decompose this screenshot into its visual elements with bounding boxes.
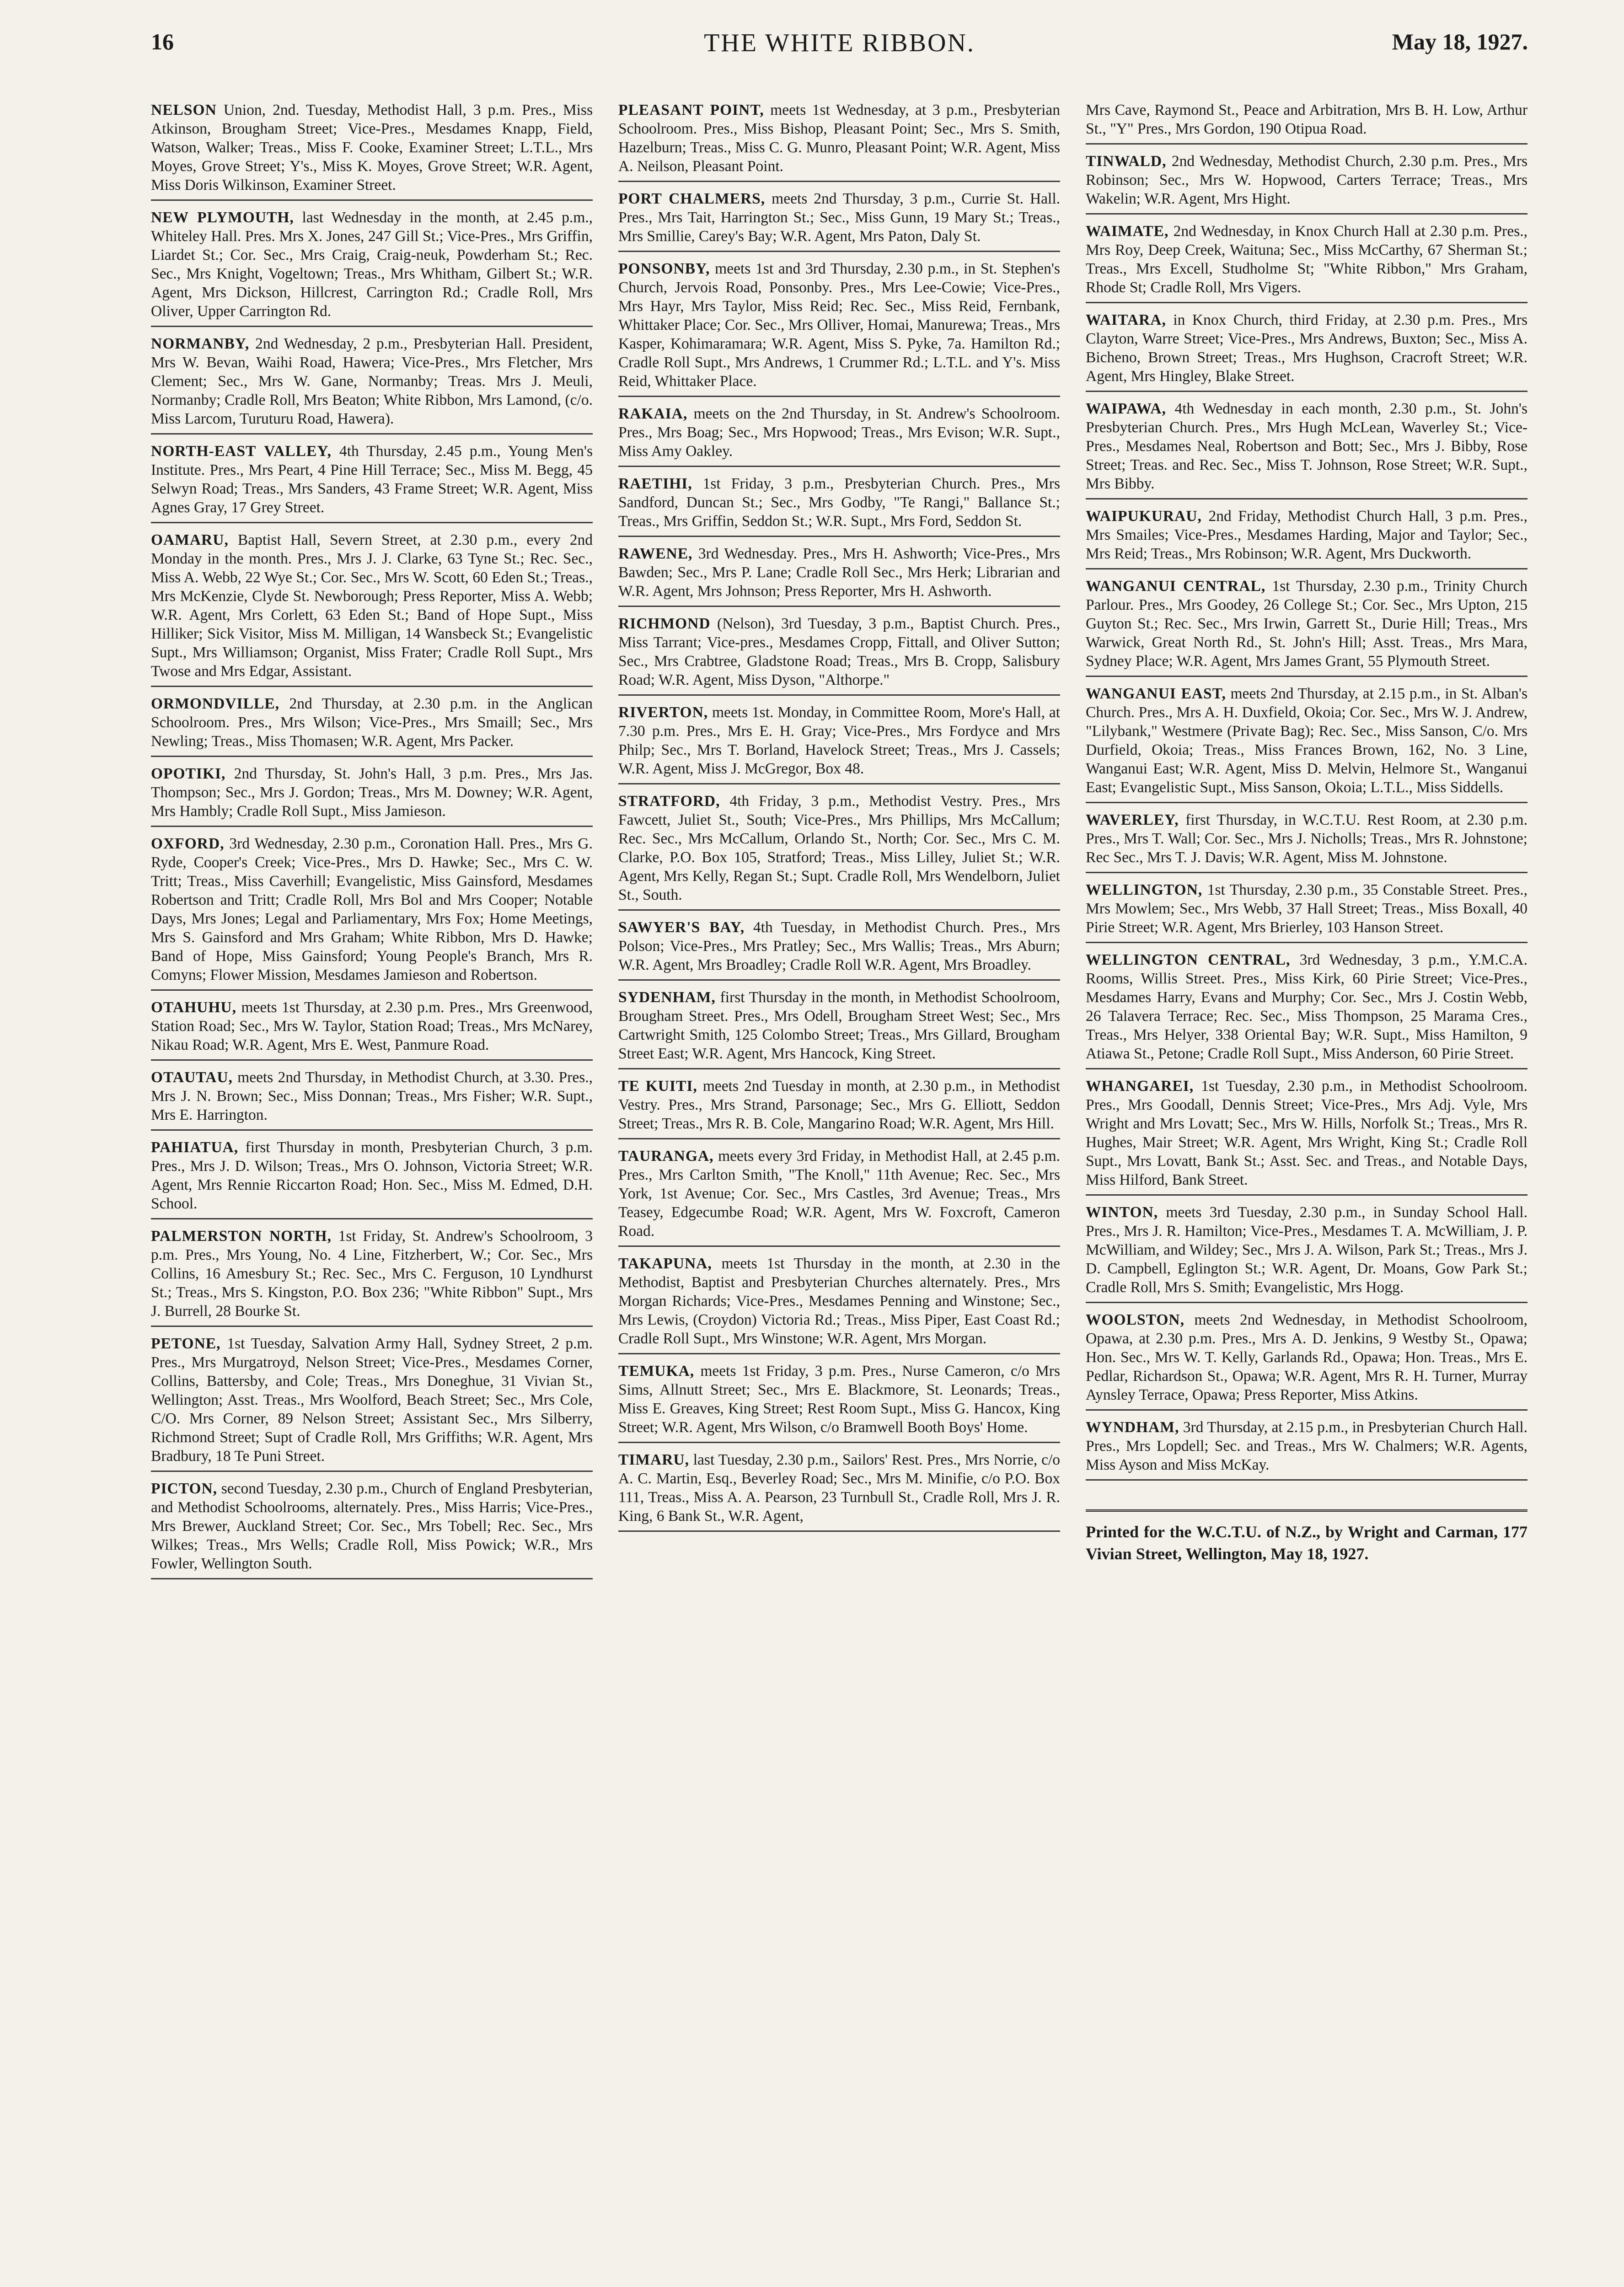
union-entry bbox=[618, 402, 1060, 467]
union-name: RAETIHI, bbox=[618, 475, 692, 492]
union-name: NORTH-EAST VALLEY, bbox=[151, 443, 332, 460]
publication-title: THE WHITE RIBBON. bbox=[704, 29, 975, 57]
union-entry bbox=[1086, 948, 1528, 1069]
union-name: SAWYER'S BAY, bbox=[618, 919, 745, 936]
union-entry bbox=[151, 1136, 593, 1219]
union-entry bbox=[151, 98, 593, 201]
union-entry bbox=[618, 1448, 1060, 1532]
union-entry bbox=[151, 1477, 593, 1579]
columns bbox=[151, 98, 1528, 2287]
union-name: WOOLSTON, bbox=[1086, 1311, 1185, 1328]
union-entry bbox=[151, 1332, 593, 1472]
union-name: NEW PLYMOUTH, bbox=[151, 209, 294, 226]
union-details: meets 2nd Tuesday in month, at 2.30 p.m., in Methodist Vestry. Pres., Mrs Strand, Parsonage; Sec., Mrs G. Elliott, Seddon Street; Treas., Mrs R. B. Cole, Mangarino Road; W.R. Agent, Mrs Hill. bbox=[618, 1078, 1060, 1132]
union-name: WELLINGTON CENTRAL, bbox=[1086, 951, 1291, 968]
union-entry bbox=[1086, 1074, 1528, 1196]
union-details: in Knox Church, third Friday, at 2.30 p.m. Pres., Mrs Clayton, Warre Street; Vice-Pres., Mrs Andrews, Buxton; Sec., Miss A. Bicheno, Brown Street; Treas., Mrs Hughson, Cracroft Street; W.R. Agent, Mrs Hingley, Blake Street. bbox=[1086, 311, 1528, 385]
union-details: 2nd Friday, Methodist Church Hall, 3 p.m. Pres., Mrs Smailes; Vice-Pres., Mesdames Harding, Major and Taylor; Sec., Mrs Reid; Treas., Mrs Robinson; W.R. Agent, Mrs Duckworth. bbox=[1086, 508, 1528, 562]
page-header bbox=[151, 28, 1528, 83]
union-entry bbox=[618, 1074, 1060, 1139]
column-3-entries bbox=[1086, 98, 1528, 1486]
union-details: first Thursday in month, Presbyterian Church, 3 p.m. Pres., Mrs J. D. Wilson; Treas., Mrs O. Johnson, Victoria Street; W.R. Agent, Mrs Rennie Riccarton Road; Hon. Sec., Miss M. Edmed, D.H. School. bbox=[151, 1139, 593, 1212]
union-entry bbox=[618, 472, 1060, 537]
union-details: 1st Thursday, 2.30 p.m., 35 Constable Street. Pres., Mrs Mowlem; Sec., Mrs Webb, 37 Hall Street; Treas., Miss Boxall, 40 Pirie Street; W.R. Agent, Mrs Brierley, 103 Hanson Street. bbox=[1086, 881, 1528, 936]
union-entry bbox=[618, 986, 1060, 1069]
union-entry bbox=[1086, 150, 1528, 215]
union-entry bbox=[151, 762, 593, 827]
union-name: WHANGAREI, bbox=[1086, 1078, 1194, 1095]
column-3 bbox=[1086, 98, 1528, 2287]
union-entry bbox=[1086, 505, 1528, 569]
union-entry bbox=[1086, 1416, 1528, 1481]
union-name: WAIMATE, bbox=[1086, 223, 1169, 240]
union-entry bbox=[151, 206, 593, 327]
union-details: meets every 3rd Friday, in Methodist Hall, at 2.45 p.m. Pres., Mrs Carlton Smith, "The Knoll," 11th Avenue; Rec. Sec., Mrs York, 1st Avenue; Cor. Sec., Mrs Castles, 3rd Avenue; Treas., Mrs Teasey, Edgecumbe Road; W.R. Agent, Mrs W. Foxcroft, Cameron Road. bbox=[618, 1148, 1061, 1240]
union-name: RICHMOND bbox=[618, 615, 711, 632]
union-entry bbox=[151, 528, 593, 687]
union-name: OAMARU, bbox=[151, 531, 229, 548]
union-details: 2nd Thursday, at 2.30 p.m. in the Anglican Schoolroom. Pres., Mrs Wilson; Vice-Pres., Mrs Smaill; Sec., Mrs Newling; Treas., Miss Thomasen; W.R. Agent, Mrs Packer. bbox=[151, 695, 593, 750]
union-name: WINTON, bbox=[1086, 1204, 1158, 1221]
union-name: WAIPUKURAU, bbox=[1086, 508, 1202, 525]
union-details: 4th Wednesday in each month, 2.30 p.m., St. John's Presbyterian Church. Pres., Mrs Hugh McLean, Waverley St.; Vice-Pres., Mesdames Neal, Robertson and Bott; Sec., Mrs J. Bibby, Rose Street; Treas. and Rec. Sec., Miss T. Johnson, Rose Street; W.R. Supt., Mrs Bibby. bbox=[1086, 400, 1528, 492]
union-details: meets 2nd Thursday, at 2.15 p.m., in St. Alban's Church. Pres., Mrs A. H. Duxfield, Okoia; Cor. Sec., Mrs W. J. Andrew, "Lilybank," Westmere (Private Bag); Rec. Sec., Miss Sanson, C/o. Mrs Durfield, Okoia; Treas., Miss Frances Brown, 162, No. 3 Line, Wanganui East; W.R. Agent, Miss D. Melvin, Helmore St., Wanganui East; Evangelistic Supt., Miss Sanson, Okoia; L.T.L., Miss Siddells. bbox=[1086, 685, 1528, 796]
union-name: OTAHUHU, bbox=[151, 999, 236, 1016]
union-details: 1st Thursday, 2.30 p.m., Trinity Church Parlour. Pres., Mrs Goodey, 26 College St.; Cor. Sec., Mrs Upton, 215 Guyton St.; Rec. Sec., Mrs Irwin, Garrett St., Durie Hill; Treas., Mrs Warwick, Great North Rd., St. John's Hill; Asst. Treas., Mrs Mara, Sydney Place; W.R. Agent, Mrs James Grant, 55 Plymouth Street. bbox=[1086, 578, 1528, 670]
union-details: meets 2nd Wednesday, in Methodist Schoolroom, Opawa, at 2.30 p.m. Pres., Mrs A. D. Jenkins, 9 Westby St., Opawa; Hon. Sec., Mrs W. T. Kelly, Garlands Rd., Opawa; Hon. Treas., Mrs E. Pedlar, Richardson St., Opawa; W.R. Agent, Mrs R. H. Turner, Murray Aynsley Terrace, Opawa; Press Reporter, Miss Atkins. bbox=[1086, 1311, 1528, 1403]
union-name: WAIPAWA, bbox=[1086, 400, 1166, 417]
column-2 bbox=[618, 98, 1060, 2287]
union-name: RAKAIA, bbox=[618, 405, 688, 422]
union-entry bbox=[618, 98, 1060, 182]
union-details: meets 1st Wednesday, at 3 p.m., Presbyterian Schoolroom. Pres., Miss Bishop, Pleasant Point; Sec., Mrs S. Smith, Hazelburn; Treas., Miss C. G. Munro, Pleasant Point; W.R. Agent, Miss A. Neilson, Pleasant Point. bbox=[618, 102, 1060, 175]
union-name: TIMARU, bbox=[618, 1451, 689, 1468]
union-details: 2nd Thursday, St. John's Hall, 3 p.m. Pres., Mrs Jas. Thompson; Sec., Mrs J. Gordon; Treas., Mrs M. Downey; W.R. Agent, Mrs Hambly; Cradle Roll Supt., Miss Jamieson. bbox=[151, 765, 593, 820]
union-name: OTAUTAU, bbox=[151, 1069, 233, 1086]
union-details: 2nd Wednesday, Methodist Church, 2.30 p.m. Pres., Mrs Robinson; Sec., Mrs W. Hopwood, Carters Terrace; Treas., Mrs Wakelin; W.R. Agent, Mrs Hight. bbox=[1086, 153, 1528, 207]
union-details: 2nd Wednesday, 2 p.m., Presbyterian Hall. President, Mrs W. Bevan, Waihi Road, Hawera; Vice-Pres., Mrs Fletcher, Mrs Clement; Sec., Mrs W. Gane, Normanby; Treas. Mrs J. Meuli, Normanby; Cradle Roll, Mrs Beaton; White Ribbon, Mrs Lamond, (c/o. Miss Larcom, Turuturu Road, Hawera). bbox=[151, 335, 593, 427]
union-entry bbox=[1086, 574, 1528, 677]
union-name: ORMONDVILLE, bbox=[151, 695, 279, 712]
union-name: NELSON bbox=[151, 102, 217, 118]
union-entry bbox=[151, 996, 593, 1061]
union-details: 3rd Wednesday, 3 p.m., Y.M.C.A. Rooms, Willis Street. Pres., Miss Kirk, 60 Pirie Street; Vice-Pres., Mesdames Harry, Evans and Murphy; Cor. Sec., Mrs J. Costin Webb, 26 Talavera Terrace; Rec. Sec., Miss Thompson, 25 Marama Cres., Treas., Mrs Helyer, 338 Oriental Bay; W.R. Supt., Miss Hamilton, 9 Atiawa St., Petone; Cradle Roll Supt., Miss Anderson, 60 Pirie Street. bbox=[1086, 951, 1528, 1062]
union-entry bbox=[151, 1066, 593, 1131]
union-details: 3rd Thursday, at 2.15 p.m., in Presbyterian Church Hall. Pres., Mrs Lopdell; Sec. and Treas., Mrs W. Chalmers; W.R. Agents, Miss Ayson and Miss McKay. bbox=[1086, 1419, 1528, 1473]
page-number: 16 bbox=[151, 29, 174, 54]
union-details: second Tuesday, 2.30 p.m., Church of England Presbyterian, and Methodist Schoolrooms, alternately. Pres., Miss Harris; Vice-Pres., Mrs Brewer, Auckland Street; Cor. Sec., Mrs Tobell; Rec. Sec., Mrs Wilkes; Treas., Mrs Wells; Cradle Roll, Miss Powick; W.R., Mrs Fowler, Wellington South. bbox=[151, 1480, 593, 1572]
union-details: first Thursday, in W.C.T.U. Rest Room, at 2.30 p.m. Pres., Mrs T. Wall; Cor. Sec., Mrs J. Nicholls; Treas., Mrs R. Johnstone; Rec Sec., Mrs T. J. Davis; W.R. Agent, Miss M. Johnstone. bbox=[1086, 811, 1528, 866]
union-name: TEMUKA, bbox=[618, 1363, 695, 1380]
union-name: STRATFORD, bbox=[618, 793, 720, 810]
union-entry bbox=[618, 1252, 1060, 1354]
union-details: 1st Friday, St. Andrew's Schoolroom, 3 p.m. Pres., Mrs Young, No. 4 Line, Fitzherbert, W.; Cor. Sec., Mrs Collins, 16 Amesbury St.; Rec. Sec., Mrs C. Ferguson, 10 Lyndhurst St.; Treas., Mrs S. Kingston, P.O. Box 236; "White Ribbon" Supt., Mrs J. Burrell, 28 Bourke St. bbox=[151, 1228, 593, 1320]
union-details: (Nelson), 3rd Tuesday, 3 p.m., Baptist Church. Pres., Miss Tarrant; Vice-pres., Mesdames Cropp, Fittall, and Oliver Sutton; Sec., Mrs Crabtree, Gladstone Road; Treas., Mrs B. Cropp, Salisbury Road; W.R. Agent, Miss Dyson, "Althorpe." bbox=[618, 615, 1060, 688]
column-1 bbox=[151, 98, 593, 2287]
union-details: meets 2nd Thursday, 3 p.m., Currie St. Hall. Pres., Mrs Tait, Harrington St.; Sec., Miss Gunn, 19 Mary St.; Treas., Mrs Smillie, Carey's Bay; W.R. Agent, Mrs Paton, Daly St. bbox=[618, 190, 1061, 245]
union-name: OPOTIKI, bbox=[151, 765, 226, 782]
union-entry bbox=[1086, 682, 1528, 803]
union-name: PAHIATUA, bbox=[151, 1139, 239, 1156]
union-details: 4th Tuesday, in Methodist Church. Pres., Mrs Polson; Vice-Pres., Mrs Pratley; Sec., Mrs Wallis; Treas., Mrs Aburn; W.R. Agent, Mrs Broadley; Cradle Roll W.R. Agent, Mrs Broadley. bbox=[618, 919, 1060, 973]
union-name: WELLINGTON, bbox=[1086, 881, 1203, 898]
union-name: OXFORD, bbox=[151, 835, 225, 852]
union-entry bbox=[1086, 878, 1528, 943]
union-entry bbox=[618, 1144, 1060, 1247]
issue-date: May 18, 1927. bbox=[1392, 29, 1528, 54]
union-entry bbox=[151, 332, 593, 435]
union-name: NORMANBY, bbox=[151, 335, 250, 352]
union-name: RAWENE, bbox=[618, 545, 693, 562]
union-details: 4th Friday, 3 p.m., Methodist Vestry. Pres., Mrs Fawcett, Juliet St., South; Vice-Pres., Mrs Phillips, Mrs McCallum; Rec. Sec., Mrs McCallum, Orlando St., North; Cor. Sec., Mrs C. M. Clarke, P.O. Box 105, Stratford; Treas., Miss Lilley, Juliet St.; W.R. Agent, Mrs Kelly, Regan St.; Supt. Cradle Roll, Mrs Wendelborn, Juliet St., South. bbox=[618, 793, 1060, 903]
union-details: 1st Tuesday, Salvation Army Hall, Sydney Street, 2 p.m. Pres., Mrs Murgatroyd, Nelson Street; Vice-Pres., Mesdames Corner, Collins, Battersby, and Cole; Treas., Mrs Doneghue, 31 Vivian St., Wellington; Asst. Treas., Mrs Woolford, Beach Street; Sec., Mrs Cole, C/O. Mrs Corner, 89 Nelson Street; Assistant Sec., Mrs Silberry, Richmond Street; Supt of Cradle Roll, Mrs Griffiths; W.R. Agent, Mrs Bradbury, 18 Te Puni Street. bbox=[151, 1335, 593, 1465]
union-name: PORT CHALMERS, bbox=[618, 190, 766, 207]
union-entry bbox=[1086, 308, 1528, 392]
union-details: meets 1st Thursday in the month, at 2.30 in the Methodist, Baptist and Presbyterian Churches alternately. Pres., Mrs Morgan Richards; Vice-Pres., Mesdames Penning and Winstone; Sec., Mrs Lewis, (Croydon) Victoria Rd.; Treas., Miss Piper, East Coast Rd.; Cradle Roll Supt., Mrs Winstone; W.R. Agent, Mrs Morgan. bbox=[618, 1255, 1061, 1347]
printer-imprint: Printed for the W.C.T.U. of N.Z., by Wright and Carman, 177 Vivian Street, Wellington, May 18, 1927. bbox=[1086, 1509, 1528, 1565]
union-details: Union, 2nd. Tuesday, Methodist Hall, 3 p.m. Pres., Miss Atkinson, Brougham Street; Vice-Pres., Mesdames Knapp, Field, Watson, Walker; Treas., Miss F. Cooke, Examiner Street; L.T.L., Mrs Moyes, Grove Street; Y's., Miss K. Moyes, Grove Street; W.R. Agent, Miss Doris Wilkinson, Examiner Street. bbox=[151, 102, 593, 193]
union-entry bbox=[1086, 1308, 1528, 1411]
union-details: 1st Friday, 3 p.m., Presbyterian Church. Pres., Mrs Sandford, Duncan St.; Sec., Mrs Godby, "Te Rangi," Ballance St.; Treas., Mrs Griffin, Seddon St.; W.R. Supt., Mrs Ford, Seddon St. bbox=[618, 475, 1060, 530]
union-details: 3rd Wednesday, 2.30 p.m., Coronation Hall. Pres., Mrs G. Ryde, Cooper's Creek; Vice-Pres., Mrs D. Hawke; Sec., Mrs C. W. Tritt; Treas., Miss Caverhill; Evangelistic, Miss Gainsford, Mesdames Robertson and Tritt; Cradle Roll, Mrs Bol and Mrs Cooper; Notable Days, Mrs Jones; Legal and Parliamentary, Mrs Fox; Home Meetings, Mrs S. Gainsford and Mrs Graham; White Ribbon, Mrs D. Hawke; Band of Hope, Miss Gainsford; Young People's Branch, Mrs R. Comyns; Flower Mission, Mesdames Jamieson and Robertson. bbox=[151, 835, 593, 983]
union-entry bbox=[618, 187, 1060, 252]
union-details: 4th Thursday, 2.45 p.m., Young Men's Institute. Pres., Mrs Peart, 4 Pine Hill Terrace; Sec., Miss M. Begg, 45 Selwyn Road; Treas., Mrs Sanders, 43 Frame Street; W.R. Agent, Miss Agnes Gray, 17 Grey Street. bbox=[151, 443, 593, 516]
union-entry bbox=[151, 440, 593, 523]
union-details: 1st Tuesday, 2.30 p.m., in Methodist Schoolroom. Pres., Mrs Goodall, Dennis Street; Vice-Pres., Mrs Adj. Vyle, Mrs Wright and Mrs Lovatt; Sec., Mrs W. Hills, Norfolk St.; Treas., Mrs R. Hughes, Mair Street; W.R. Agent, Mrs Wright, King St.; Cradle Roll Supt., Mrs Lovatt, Bank St.; Asst. Sec. and Treas., and Notable Days, Miss Hilford, Bank Street. bbox=[1086, 1078, 1528, 1188]
union-details: meets 1st. Monday, in Committee Room, More's Hall, at 7.30 p.m. Pres., Mrs E. H. Gray; Vice-Pres., Mrs Fordyce and Mrs Philp; Sec., Mrs T. Borland, Havelock Street; Treas., Mrs J. Cassels; W.R. Agent, Miss J. McGregor, Box 48. bbox=[618, 704, 1060, 777]
union-entry bbox=[151, 692, 593, 757]
union-name: WYNDHAM, bbox=[1086, 1419, 1179, 1436]
union-details: 3rd Wednesday. Pres., Mrs H. Ashworth; Vice-Pres., Mrs Bawden; Sec., Mrs P. Lane; Cradle Roll Sec., Mrs Herk; Librarian and W.R. Agent, Mrs Johnson; Press Reporter, Mrs H. Ashworth. bbox=[618, 545, 1060, 600]
union-entry bbox=[1086, 220, 1528, 303]
union-entry bbox=[151, 1224, 593, 1327]
union-details: meets 1st and 3rd Thursday, 2.30 p.m., in St. Stephen's Church, Jervois Road, Ponsonby. Pres., Mrs Lee-Cowie; Vice-Pres., Mrs Hayr, Mrs Taylor, Miss Reid; Rec. Sec., Miss Reid, Fernbank, Whittaker Place; Cor. Sec., Mrs Olliver, Homai, Manurewa; Treas., Mrs Kasper, Kohimaramara; W.R. Agent, Miss S. Pyke, 7a. Hamilton Rd.; Cradle Roll Supt., Mrs Andrews, 1 Crummer Rd.; L.T.L. and Y's. Miss Reid, Whittaker Place. bbox=[618, 260, 1061, 390]
union-entry bbox=[1086, 1201, 1528, 1303]
union-name: TINWALD, bbox=[1086, 153, 1167, 170]
union-details: last Wednesday in the month, at 2.45 p.m., Whiteley Hall. Pres. Mrs X. Jones, 247 Gill St.; Vice-Pres., Mrs Griffin, Liardet St.; Cor. Sec., Mrs Craig, Craig-neuk, Powderham St.; Rec. Sec., Mrs Knight, Vogeltown; Treas., Mrs Whitham, Gilbert St.; W.R. Agent, Mrs Dickson, Hillcrest, Carrington Rd.; Cradle Roll, Mrs Oliver, Upper Carrington Rd. bbox=[151, 209, 593, 320]
union-details: last Tuesday, 2.30 p.m., Sailors' Rest. Pres., Mrs Norrie, c/o A. C. Martin, Esq., Beverley Road; Sec., Mrs M. Minifie, c/o P.O. Box 111, Treas., Miss A. A. Pearson, 23 Turnbull St., Cradle Roll, Mrs J. R. King, 6 Bank St., W.R. Agent, bbox=[618, 1451, 1060, 1525]
union-entry bbox=[1086, 98, 1528, 145]
union-entry bbox=[151, 832, 593, 991]
union-details: meets 1st Thursday, at 2.30 p.m. Pres., Mrs Greenwood, Station Road; Sec., Mrs W. Taylor, Station Road; Treas., Mrs McNarey, Nikau Road; W.R. Agent, Mrs E. West, Panmure Road. bbox=[151, 999, 593, 1053]
union-name: WAITARA, bbox=[1086, 311, 1166, 328]
union-entry bbox=[618, 542, 1060, 607]
union-entry bbox=[618, 1359, 1060, 1443]
union-entry bbox=[618, 789, 1060, 911]
union-name: PETONE, bbox=[151, 1335, 221, 1352]
union-entry bbox=[1086, 808, 1528, 873]
union-name: SYDENHAM, bbox=[618, 989, 716, 1006]
union-name: PLEASANT POINT, bbox=[618, 102, 764, 118]
union-name: PALMERSTON NORTH, bbox=[151, 1228, 332, 1245]
union-details: meets 3rd Tuesday, 2.30 p.m., in Sunday School Hall. Pres., Mrs J. R. Hamilton; Vice-Pres., Mesdames T. A. McWilliam, J. P. McWilliam, and Wildey; Sec., Mrs J. A. Wilson, Park St.; Treas., Mrs J. D. Campbell, Eglington St.; W.R. Agent, Dr. Moans, Gow Park St.; Cradle Roll, Mrs S. Smith; Evangelistic, Mrs Hogg. bbox=[1086, 1204, 1528, 1296]
union-entry bbox=[618, 612, 1060, 696]
union-details: meets 1st Friday, 3 p.m. Pres., Nurse Cameron, c/o Mrs Sims, Allnutt Street; Sec., Mrs E. Blackmore, St. Leonards; Treas., Miss E. Greaves, King Street; Rest Room Supt., Miss G. Hancox, King Street; W.R. Agent, Mrs Wilson, c/o Bramwell Booth Boys' Home. bbox=[618, 1363, 1060, 1436]
union-details: Baptist Hall, Severn Street, at 2.30 p.m., every 2nd Monday in the month. Pres., Mrs J. J. Clarke, 63 Tyne St.; Rec. Sec., Miss A. Webb, 22 Wye St.; Cor. Sec., Mrs W. Scott, 60 Eden St.; Treas., Mrs McKenzie, Clyde St. Newborough; Press Reporter, Miss A. Webb; W.R. Agent, Mrs Corlett, 63 Eden St.; Band of Hope Supt., Miss Hilliker; Sick Visitor, Miss M. Milligan, 14 Wansbeck St.; Evangelistic Supt., Mrs Williamson; Organist, Miss Frater; Cradle Roll Supt., Mrs Twose and Mrs Edgar, Assistant. bbox=[151, 531, 593, 680]
union-name: RIVERTON, bbox=[618, 704, 708, 721]
union-entry bbox=[618, 916, 1060, 981]
union-entry bbox=[1086, 397, 1528, 499]
union-name: WANGANUI CENTRAL, bbox=[1086, 578, 1266, 595]
union-details: meets 2nd Thursday, in Methodist Church, at 3.30. Pres., Mrs J. N. Brown; Sec., Miss Donnan; Treas., Mrs Fisher; W.R. Supt., Mrs E. Harrington. bbox=[151, 1069, 593, 1123]
union-name: TAURANGA, bbox=[618, 1148, 714, 1165]
union-details: Mrs Cave, Raymond St., Peace and Arbitration, Mrs B. H. Low, Arthur St., "Y" Pres., Mrs Gordon, 190 Otipua Road. bbox=[1086, 102, 1528, 137]
union-entry bbox=[618, 257, 1060, 397]
union-details: meets on the 2nd Thursday, in St. Andrew's Schoolroom. Pres., Mrs Boag; Sec., Mrs Hopwood; Treas., Mrs Evison; W.R. Supt., Miss Amy Oakley. bbox=[618, 405, 1061, 460]
union-details: 2nd Wednesday, in Knox Church Hall at 2.30 p.m. Pres., Mrs Roy, Deep Creek, Waituna; Sec., Miss McCarthy, 67 Sherman St.; Treas., Mrs Excell, Studholme St; "White Ribbon," Mrs Graham, Rhode St; Cradle Roll, Mrs Vigers. bbox=[1086, 223, 1528, 296]
union-entry bbox=[618, 701, 1060, 784]
union-name: WANGANUI EAST, bbox=[1086, 685, 1226, 702]
union-details: first Thursday in the month, in Methodist Schoolroom, Brougham Street. Pres., Mrs Odell, Brougham Street West; Sec., Mrs Cartwright Smith, 125 Colombo Street; Treas., Mrs Gillard, Brougham Street East; W.R. Agent, Mrs Hancock, King Street. bbox=[618, 989, 1060, 1062]
union-name: PONSONBY, bbox=[618, 260, 710, 277]
union-name: PICTON, bbox=[151, 1480, 218, 1497]
union-name: TE KUITI, bbox=[618, 1078, 697, 1095]
union-name: WAVERLEY, bbox=[1086, 811, 1179, 828]
union-name: TAKAPUNA, bbox=[618, 1255, 712, 1272]
